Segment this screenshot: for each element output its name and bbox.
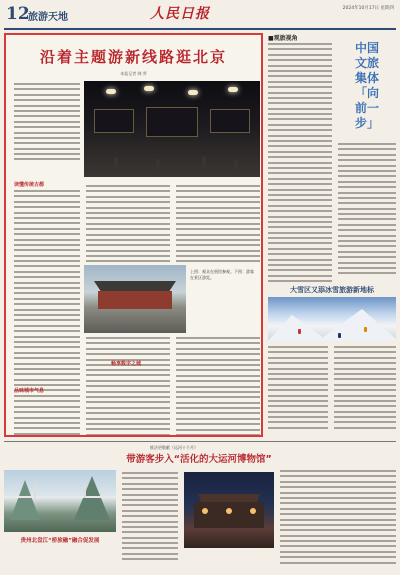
landmark-photo [84, 265, 186, 333]
news-column[interactable] [268, 33, 332, 271]
commentary-column[interactable] [338, 33, 396, 271]
column-head: ■观旅视角 [268, 35, 298, 42]
header-rule [4, 28, 396, 30]
ski-resort-photo [268, 297, 396, 341]
text-column [334, 346, 396, 432]
text-column [14, 190, 80, 400]
ski-article-title[interactable]: 大雪区又添冰雪旅游新地标 [290, 286, 374, 294]
section-name: 旅游天地 [28, 12, 68, 23]
canal-night-photo [184, 472, 274, 548]
subhead-3: 畅享数字之城 [111, 361, 142, 367]
page-number: 12 [6, 4, 30, 24]
date-line: 2024年10月17日 星期四 [342, 6, 394, 11]
lead-paragraph [14, 83, 80, 175]
text-column [268, 43, 332, 286]
text-column [86, 369, 170, 437]
bridge-photo [4, 470, 116, 532]
subhead-2: 品味城市气息 [14, 388, 45, 394]
bottom-article-title[interactable]: 带游客步入“活化的大运河博物馆” [126, 454, 272, 465]
text-column [14, 395, 80, 437]
text-column [176, 185, 260, 266]
text-column [338, 143, 396, 278]
text-column [176, 337, 260, 437]
text-column [280, 470, 396, 567]
page-header [0, 0, 400, 28]
section-divider [4, 441, 396, 442]
bridge-caption: 贵州北盘江“桥旅融”融合促发展 [20, 538, 100, 544]
museum-photo [84, 81, 260, 177]
commentary-title: 中国文旅集体「向前一步」 [354, 41, 379, 130]
text-column [86, 185, 170, 266]
feature-article[interactable] [4, 33, 263, 437]
text-column [268, 346, 328, 432]
bottom-kicker: 推法更敬献（远河十个月） [150, 445, 198, 450]
masthead-logo: 人民日报 [150, 6, 210, 22]
feature-title: 沿着主题游新线路逛北京 [39, 48, 227, 66]
text-column [122, 472, 178, 564]
feature-byline: 本报记者 韩 霁 [120, 71, 147, 76]
photo-caption: 上图：观众在展馆参观。下图：游客在景区游览。 [190, 269, 254, 280]
subhead-1: 读懂传统古都 [14, 182, 45, 188]
